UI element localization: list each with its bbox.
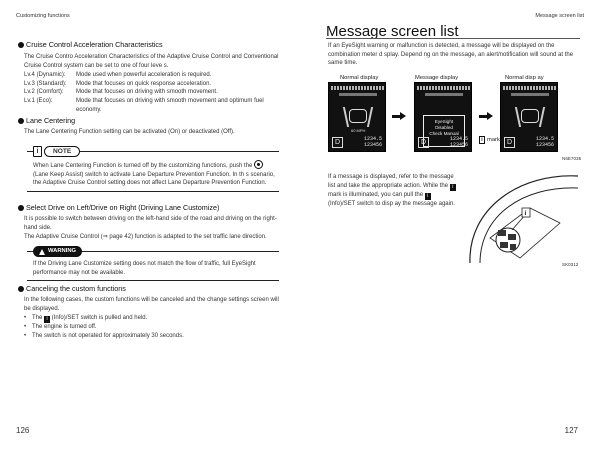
info-icon: i	[33, 146, 42, 157]
note-tag: NOTE	[44, 146, 80, 157]
level-row: Lv.1 (Eco): Mode that focuses on driving with smooth movement and optimum fuel economy.	[24, 97, 264, 113]
bullet-icon	[18, 118, 24, 124]
level-row: Lv.4 (Dynamic): Mode used when powerful acceleration is required.	[24, 71, 212, 78]
lane-keep-assist-icon	[254, 160, 263, 169]
section-body: In the following cases, the custom functions will be canceled and the change settings screen will be displayed.	[24, 297, 279, 313]
level-row: Lv.3 (Standard): Mode that focuses on quick response acceleration.	[24, 80, 212, 87]
info-mark-icon: i	[450, 184, 456, 191]
mark-label: mark	[487, 137, 500, 143]
speed-readout: 60 MPH	[351, 128, 366, 133]
info-mark-icon: i	[479, 136, 485, 144]
note-text-cont: (Lane Keep Assist) switch to activate Lane Departure Prevention Function. In th s scenario, the Adaptive Cruise Control setting does not affect Lane Departure Prevention Function.	[33, 171, 275, 187]
title-rule	[326, 38, 580, 39]
warning-box	[27, 248, 279, 281]
warning-triangle-icon	[39, 249, 45, 255]
gear-indicator: D	[332, 137, 343, 148]
label-message-display: Message display	[415, 75, 459, 81]
car-icon	[521, 109, 539, 123]
odometer: 1234.5	[363, 136, 382, 142]
section-title: Lane Centering	[26, 116, 76, 125]
right-page	[300, 0, 600, 450]
figure-code: N6E7035	[562, 156, 582, 161]
section-body: The Adaptive Cruise Control (⇒ page 42) function is adapted to the set traffic lane direction.	[24, 233, 267, 240]
section-title: Select Drive on Left/Drive on Right (Driving Lane Customize)	[26, 203, 220, 212]
intro-text: If an EyeSight warning or malfunction is detected, a message will be displayed on the combination meter d splay. Depend ng on the message, an alert/notification will sound at the same time.	[328, 43, 574, 67]
car-icon	[349, 109, 367, 123]
label-normal-display: Normal display	[340, 75, 379, 81]
bullet-icon	[18, 205, 24, 211]
figure-code: SK0312	[562, 262, 579, 267]
message-box: EyeSight Disabled Check Manual	[423, 115, 465, 147]
svg-text:i: i	[524, 211, 527, 217]
list-item: • The i (Info)/SET switch is pulled and held.	[24, 314, 148, 322]
running-head-left: Customizing functions	[16, 13, 70, 19]
section-title: Cruise Control Acceleration Characteristics	[26, 40, 163, 49]
instruction-text: If a message is displayed, refer to the message list and take the appropriate action. While the i mark is illuminated, you can pull the i (Info)/SET switch to disp ay the message again.	[328, 174, 455, 207]
page-title: Message screen list	[326, 23, 459, 40]
meter-screen-normal-2	[500, 82, 558, 152]
section-drive-side	[18, 203, 280, 242]
odometer: 1234.5	[449, 136, 468, 142]
trip-meter: 123456	[449, 142, 468, 148]
page-number-left: 126	[16, 426, 30, 435]
meter-screen-normal	[328, 82, 386, 152]
trip-meter: 123456	[363, 142, 382, 148]
section-acceleration	[18, 40, 280, 114]
page-number-right: 127	[564, 426, 578, 435]
list-item: • The switch is not operated for approximately 30 seconds.	[24, 332, 184, 339]
info-switch-icon: i	[44, 316, 50, 323]
section-body: The Cruise Contro Acceleration Characteristics of the Adaptive Cruise Control and Conventional Cruise Control system can be set to one of four leve s.	[24, 54, 279, 70]
level-row: Lv.2 (Comfort): Mode that focuses on driving with smooth movement.	[24, 89, 218, 96]
list-item: • The engine is turned off.	[24, 323, 97, 330]
info-switch-icon: i	[425, 193, 431, 200]
note-box	[27, 148, 279, 192]
arrow-right-icon	[479, 112, 493, 120]
bullet-icon	[18, 42, 24, 48]
odometer: 1234.5	[535, 136, 554, 142]
section-lane-centering	[18, 116, 280, 137]
mark-callout	[479, 136, 500, 144]
gear-indicator: D	[418, 137, 429, 148]
section-cancel	[18, 284, 280, 340]
gear-indicator: D	[504, 137, 515, 148]
trip-meter: 123456	[535, 142, 554, 148]
note-text: When Lane Centering Function is turned off by the customizing functions, push the	[33, 163, 253, 169]
arrow-right-icon	[392, 112, 406, 120]
steering-wheel-illustration	[460, 168, 580, 268]
bullet-icon	[18, 286, 24, 292]
label-normal-display-2: Normal disp ay	[505, 75, 544, 81]
running-head-right: Message screen list	[535, 13, 584, 19]
section-body: It is possible to switch between driving on the left-hand side of the road and driving on the right-hand side.	[24, 216, 277, 232]
section-body: The Lane Centering Function setting can be activated (On) or deactivated (Off).	[24, 129, 235, 136]
warning-text: If the Driving Lane Customize setting does not match the flow of traffic, full EyeSight performance may not be available.	[33, 261, 256, 276]
section-title: Canceling the custom functions	[26, 284, 126, 293]
meter-screen-message	[414, 82, 472, 152]
warning-tag: WARNING	[48, 248, 77, 254]
